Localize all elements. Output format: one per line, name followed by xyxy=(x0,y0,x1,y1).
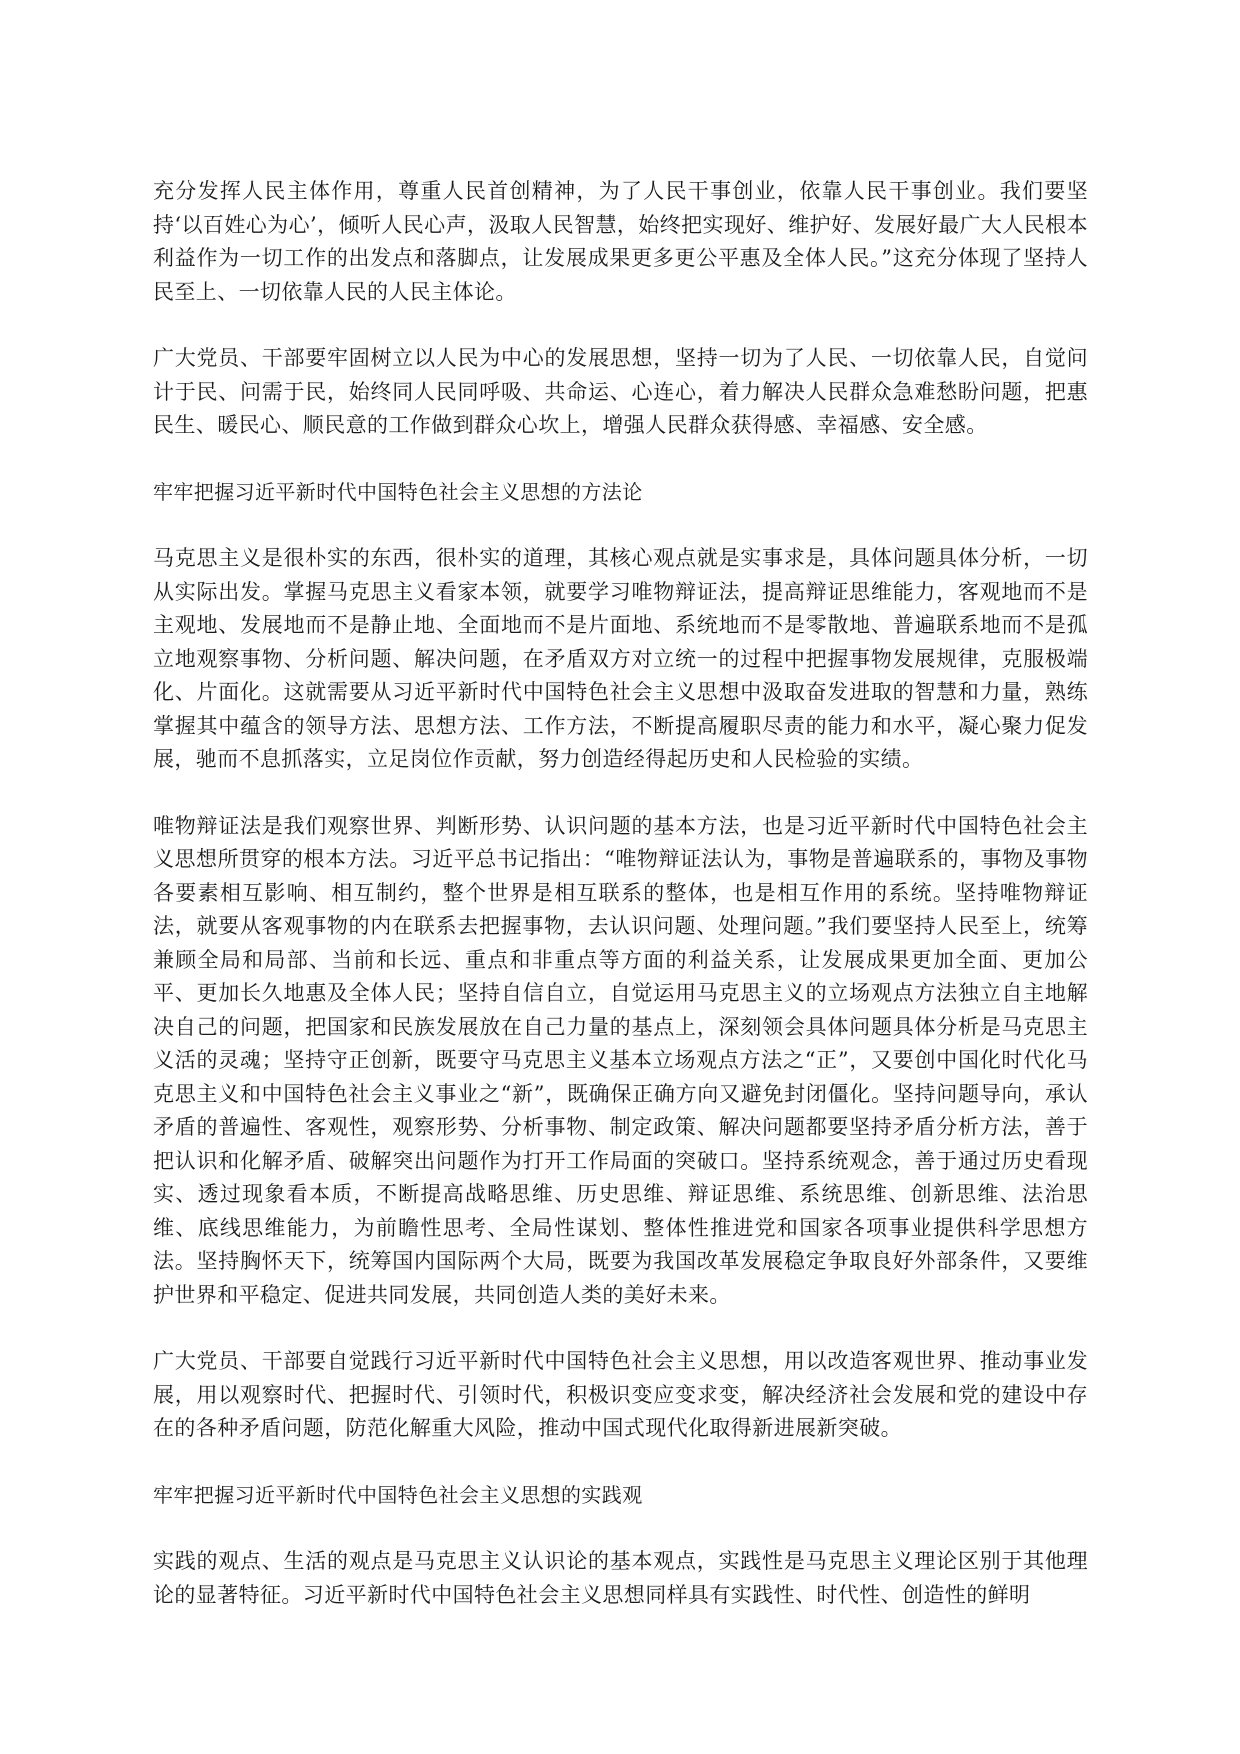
paragraph-practice-viewpoint: 实践的观点、生活的观点是马克思主义认识论的基本观点，实践性是马克思主义理论区别于其他理论的显著特征。习近平新时代中国特色社会主义思想同样具有实践性、时代性、创造性的鲜明 xyxy=(153,1549,1088,1607)
paragraph-practice-thought: 广大党员、干部要自觉践行习近平新时代中国特色社会主义思想，用以改造客观世界、推动事业发展，用以观察时代、把握时代、引领时代，积极识变应变求变，解决经济社会发展和党的建设中存在的各种矛盾问题，防范化解重大风险，推动中国式现代化取得新进展新突破。 xyxy=(153,1349,1088,1440)
paragraph-materialist-dialectics: 唯物辩证法是我们观察世界、判断形势、认识问题的基本方法，也是习近平新时代中国特色社会主义思想所贯穿的根本方法。习近平总书记指出：“唯物辩证法认为，事物是普遍联系的，事物及事物各要素相互影响、相互制约，整个世界是相互联系的整体，也是相互作用的系统。坚持唯物辩证法，就要从客观事物的内在联系去把握事物，去认识问题、处理问题。”我们要坚持人民至上，统筹兼顾全局和局部、当前和长远、重点和非重点等方面的利益关系，让发展成果更加全面、更加公平、更加长久地惠及全体人民；坚持自信自立，自觉运用马克思主义的立场观点方法独立自主地解决自己的问题，把国家和民族发展放在自己力量的基点上，深刻领会具体问题具体分析是马克思主义活的灵魂；坚持守正创新，既要守马克思主义基本立场观点方法之“正”，又要创中国化时代化马克思主义和中国特色社会主义事业之“新”，既确保正确方向又避免封闭僵化。坚持问题导向，承认矛盾的普遍性、客观性，观察形势、分析事物、制定政策、解决问题都要坚持矛盾分析方法，善于把认识和化解矛盾、破解突出问题作为打开工作局面的突破口。坚持系统观念，善于通过历史看现实、透过现象看本质，不断提高战略思维、历史思维、辩证思维、系统思维、创新思维、法治思维、底线思维能力，为前瞻性思考、全局性谋划、整体性推进党和国家各项事业提供科学思想方法。坚持胸怀天下，统筹国内国际两个大局，既要为我国改革发展稳定争取良好外部条件，又要维护世界和平稳定、促进共同发展，共同创造人类的美好未来。 xyxy=(153,813,1088,1307)
paragraph-people-centered-development: 广大党员、干部要牢固树立以人民为中心的发展思想，坚持一切为了人民、一切依靠人民，自觉问计于民、问需于民，始终同人民同呼吸、共命运、心连心，着力解决人民群众急难愁盼问题，把惠民生、暖民心、顺民意的工作做到群众心坎上，增强人民群众获得感、幸福感、安全感。 xyxy=(153,346,1088,437)
document-page xyxy=(153,175,1088,1645)
section-heading-practice-view: 牢牢把握习近平新时代中国特色社会主义思想的实践观 xyxy=(153,1482,643,1507)
paragraph-people-subject-theory: 充分发挥人民主体作用，尊重人民首创精神，为了人民干事创业，依靠人民干事创业。我们要坚持‘以百姓心为心’，倾听人民心声，汲取人民智慧，始终把实现好、维护好、发展好最广大人民根本利益作为一切工作的出发点和落脚点，让发展成果更多更公平惠及全体人民。”这充分体现了坚持人民至上、一切依靠人民的人民主体论。 xyxy=(153,179,1088,304)
paragraph-marxism-practical: 马克思主义是很朴实的东西，很朴实的道理，其核心观点就是实事求是，具体问题具体分析，一切从实际出发。掌握马克思主义看家本领，就要学习唯物辩证法，提高辩证思维能力，客观地而不是主观地、发展地而不是静止地、全面地而不是片面地、系统地而不是零散地、普遍联系地而不是孤立地观察事物、分析问题、解决问题，在矛盾双方对立统一的过程中把握事物发展规律，克服极端化、片面化。这就需要从习近平新时代中国特色社会主义思想中汲取奋发进取的智慧和力量，熟练掌握其中蕴含的领导方法、思想方法、工作方法，不断提高履职尽责的能力和水平，凝心聚力促发展，驰而不息抓落实，立足岗位作贡献，努力创造经得起历史和人民检验的实绩。 xyxy=(153,546,1088,771)
section-heading-methodology: 牢牢把握习近平新时代中国特色社会主义思想的方法论 xyxy=(153,479,643,504)
